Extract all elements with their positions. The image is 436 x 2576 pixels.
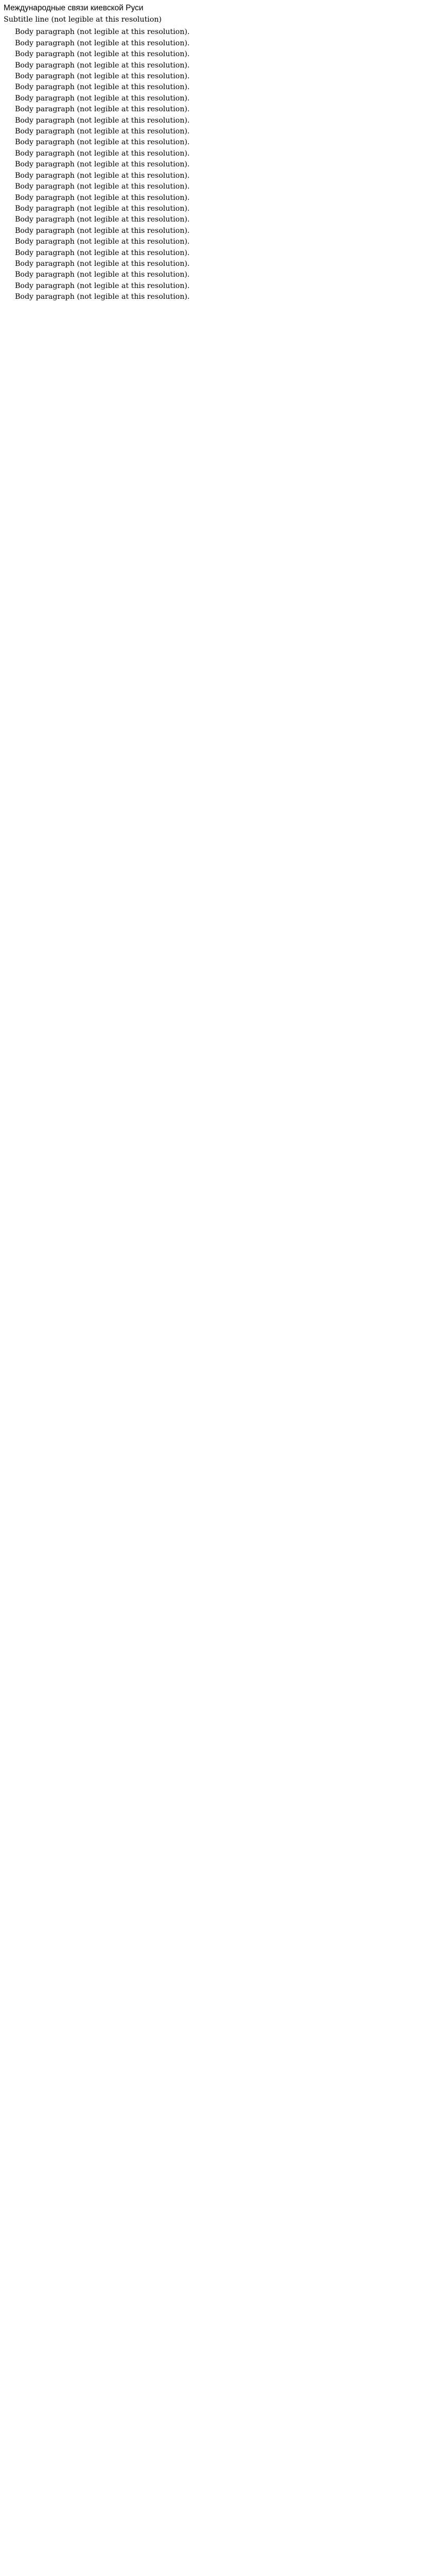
body-paragraph: Body paragraph (not legible at this resolution). — [15, 72, 190, 81]
body-paragraph: Body paragraph (not legible at this resolution). — [15, 259, 190, 268]
body-paragraph: Body paragraph (not legible at this resolution). — [15, 138, 190, 147]
body-paragraph: Body paragraph (not legible at this resolution). — [15, 248, 190, 257]
body-paragraph: Body paragraph (not legible at this resolution). — [15, 193, 190, 202]
body-paragraph: Body paragraph (not legible at this resolution). — [15, 238, 190, 246]
body-paragraph: Body paragraph (not legible at this resolution). — [15, 61, 190, 70]
body-paragraph: Body paragraph (not legible at this resolution). — [15, 116, 190, 125]
document-subtitle: Subtitle line (not legible at this resolution) — [4, 15, 162, 24]
document-body — [4, 27, 432, 301]
body-paragraph: Body paragraph (not legible at this resolution). — [15, 94, 190, 103]
body-paragraph: Body paragraph (not legible at this resolution). — [15, 105, 190, 114]
page-title: Международные связи киевской Руси — [4, 4, 144, 12]
body-paragraph: Body paragraph (not legible at this resolution). — [15, 50, 190, 59]
body-paragraph: Body paragraph (not legible at this resolution). — [15, 39, 190, 47]
body-paragraph: Body paragraph (not legible at this resolution). — [15, 182, 190, 191]
body-paragraph: Body paragraph (not legible at this resolution). — [15, 83, 190, 92]
body-paragraph: Body paragraph (not legible at this resolution). — [15, 149, 190, 158]
body-paragraph: Body paragraph (not legible at this resolution). — [15, 281, 190, 290]
body-paragraph: Body paragraph (not legible at this resolution). — [15, 127, 190, 136]
body-paragraph: Body paragraph (not legible at this resolution). — [15, 160, 190, 169]
body-paragraph: Body paragraph (not legible at this resolution). — [15, 28, 190, 37]
body-paragraph: Body paragraph (not legible at this resolution). — [15, 204, 190, 213]
body-paragraph: Body paragraph (not legible at this resolution). — [15, 171, 190, 180]
body-paragraph: Body paragraph (not legible at this resolution). — [15, 270, 190, 279]
body-paragraph: Body paragraph (not legible at this resolution). — [15, 293, 190, 301]
body-paragraph: Body paragraph (not legible at this resolution). — [15, 226, 190, 235]
body-paragraph: Body paragraph (not legible at this resolution). — [15, 215, 190, 224]
